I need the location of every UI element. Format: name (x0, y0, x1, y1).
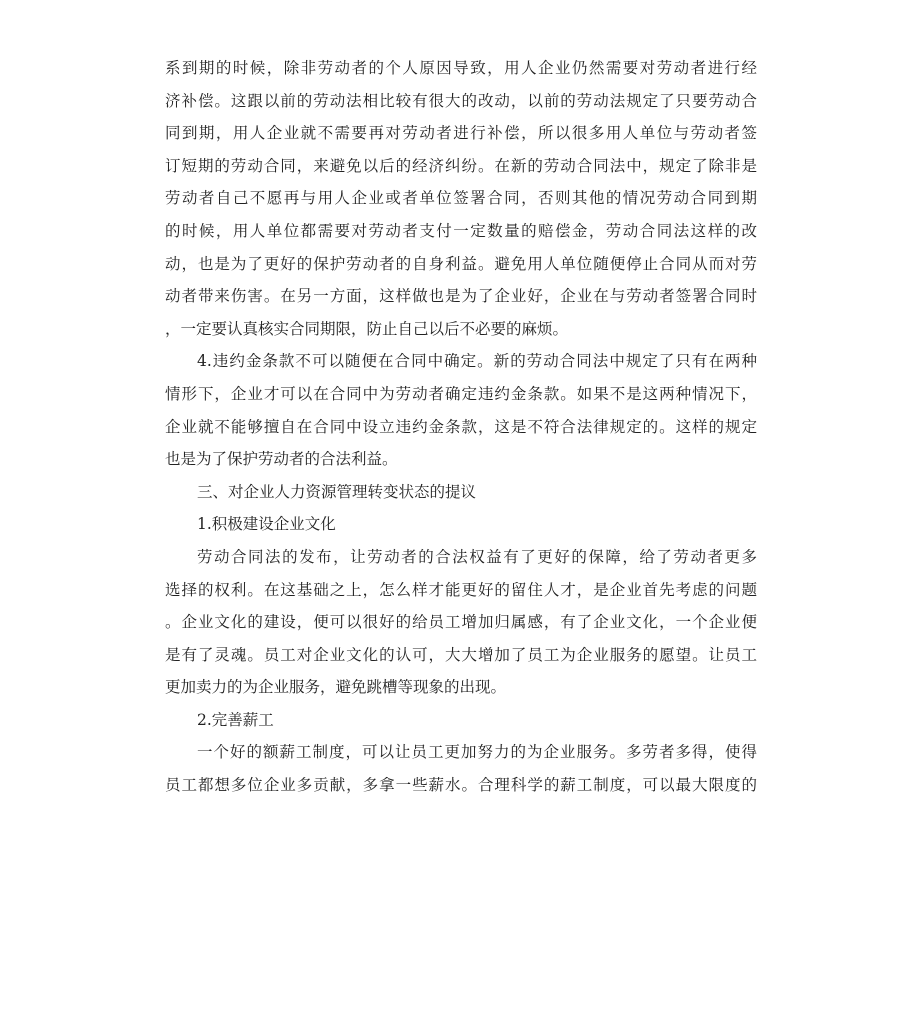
text-line: 的时候，用人单位都需要对劳动者支付一定数量的赔偿金，劳动合同法这样的改 (165, 221, 757, 240)
text-line: 系到期的时候，除非劳动者的个人原因导致，用人企业仍然需要对劳动者进行经 (165, 59, 757, 77)
text-line: 情形下，企业才可以在合同中为劳动者确定违约金条款。如果不是这两种情况下， (165, 384, 757, 403)
text-line: 是有了灵魂。员工对企业文化的认可，大大增加了员工为企业服务的愿望。让员工 (165, 645, 757, 664)
text-line: 员工都想多位企业多贡献，多拿一些薪水。合理科学的薪工制度，可以最大限度的 (165, 776, 757, 795)
text-line: 也是为了保护劳动者的合法利益。 (165, 450, 398, 469)
text-line: 企业就不能够擅自在合同中设立违约金条款，这是不符合法律规定的。这样的规定 (165, 417, 757, 436)
subsection-heading: 1.积极建设企业文化 (197, 515, 336, 534)
section-heading: 三、对企业人力资源管理转变状态的提议 (197, 482, 477, 501)
text-line: 更加卖力的为企业服务，避免跳槽等现象的出现。 (165, 678, 507, 697)
text-line: 动，也是为了更好的保护劳动者的自身利益。避免用人单位随便停止合同从而对劳 (165, 254, 757, 273)
text-line: 订短期的劳动合同，来避免以后的经济纠纷。在新的劳动合同法中，规定了除非是 (165, 156, 757, 175)
paragraph-start-line: 一个好的额薪工制度，可以让员工更加努力的为企业服务。多劳者多得，使得 (197, 743, 757, 762)
text-line: 劳动者自己不愿再与用人企业或者单位签署合同，否则其他的情况劳动合同到期 (165, 189, 757, 208)
text-line: 。企业文化的建设，便可以很好的给员工增加归属感，有了企业文化，一个企业便 (165, 613, 757, 632)
body-text (165, 52, 757, 802)
subsection-heading: 2.完善薪工 (197, 710, 274, 729)
text-line: 同到期，用人企业就不需要再对劳动者进行补偿，所以很多用人单位与劳动者签 (165, 124, 757, 143)
text-line: ，一定要认真核实合同期限，防止自己以后不必要的麻烦。 (165, 319, 569, 338)
text-line: 选择的权利。在这基础之上，怎么样才能更好的留住人才，是企业首先考虑的问题 (165, 580, 757, 599)
paragraph-start-line: 4.违约金条款不可以随便在合同中确定。新的劳动合同法中规定了只有在两种 (197, 352, 757, 371)
text-line: 动者带来伤害。在另一方面，这样做也是为了企业好，企业在与劳动者签署合同时 (165, 287, 757, 306)
text-line: 济补偿。这跟以前的劳动法相比较有很大的改动，以前的劳动法规定了只要劳动合 (165, 91, 757, 110)
paragraph-start-line: 劳动合同法的发布，让劳动者的合法权益有了更好的保障，给了劳动者更多 (197, 547, 757, 566)
